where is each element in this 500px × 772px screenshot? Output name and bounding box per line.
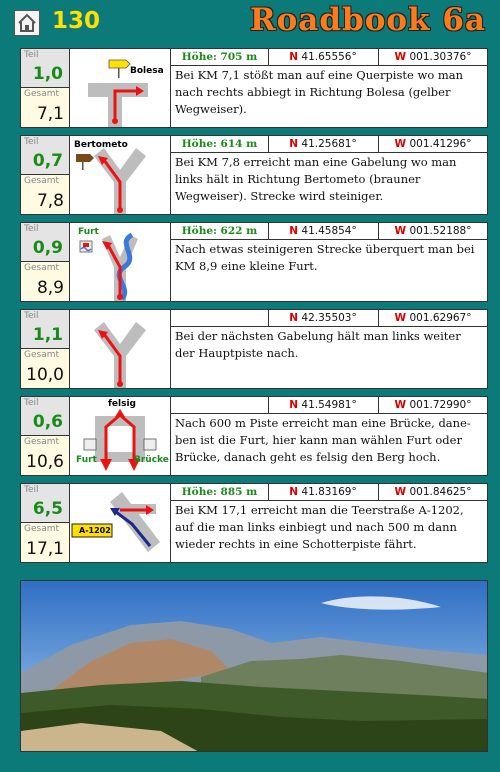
altitude (171, 310, 269, 326)
landscape-photo (20, 580, 488, 752)
teil-value: 0,6 (32, 412, 63, 432)
teil-label: Teil (24, 398, 39, 408)
gesamt-value: 7,1 (36, 104, 64, 124)
signpost-icon (76, 154, 94, 162)
header (0, 0, 500, 46)
tulip-diagram (70, 310, 170, 388)
altitude: Höhe: 622 m (171, 223, 269, 239)
roadbook-entry (20, 309, 488, 389)
distance-box (21, 310, 70, 388)
distance-box (21, 136, 70, 214)
page-number: 130 (52, 8, 101, 34)
north-coordinate: N 41.45854° (268, 223, 379, 239)
info-panel (170, 136, 488, 214)
water-warning-icon (84, 439, 96, 450)
place-label: Bolesa (130, 66, 164, 76)
west-coordinate: W 001.41296° (394, 138, 472, 150)
teil-label: Teil (24, 311, 39, 321)
gesamt-label: Gesamt (24, 437, 60, 447)
page-title: Roadbook 6a (249, 2, 486, 38)
west-coordinate: W 001.52188° (394, 225, 472, 237)
roadbook-entry (20, 396, 488, 476)
gesamt-value: 8,9 (36, 278, 64, 298)
paved-road-junction-icon (70, 484, 170, 562)
altitude: Höhe: 885 m (171, 484, 269, 500)
distance-box (21, 223, 70, 301)
place-label: Furt (78, 227, 99, 237)
gesamt-label: Gesamt (24, 350, 60, 360)
gesamt-box (21, 262, 69, 301)
teil-box (21, 49, 69, 88)
teil-label: Teil (24, 224, 39, 234)
distance-box (21, 484, 70, 562)
north-coordinate: N 41.54981° (268, 397, 379, 413)
teil-value: 0,7 (32, 151, 63, 171)
gesamt-value: 17,1 (26, 539, 64, 559)
altitude (171, 397, 269, 413)
roadbook-entry (20, 483, 488, 563)
coordinates-row (171, 223, 488, 240)
roadbook-entry (20, 135, 488, 215)
teil-box (21, 310, 69, 349)
gesamt-value: 7,8 (36, 191, 64, 211)
entry-description: Bei KM 7,1 stößt man auf eine Querpiste wo man nach rechts abbiegt in Richtung Bolesa (gelber Wegweiser). (175, 68, 464, 116)
info-panel (170, 397, 488, 475)
bridge-warning-icon (144, 439, 156, 450)
coordinates-row (171, 49, 488, 66)
coordinates-row (171, 484, 488, 501)
entry-description: Nach etwas steinigeren Strecke überquert man bei KM 8,9 eine kleine Furt. (175, 242, 475, 273)
gesamt-label: Gesamt (24, 89, 60, 99)
landscape-image (21, 581, 488, 752)
tulip-diagram (70, 397, 170, 475)
gesamt-label: Gesamt (24, 176, 60, 186)
info-panel (170, 484, 488, 562)
info-panel (170, 310, 488, 388)
road-label: A-1202 (79, 526, 111, 535)
gesamt-value: 10,6 (26, 452, 64, 472)
teil-value: 1,0 (32, 64, 63, 84)
info-panel (170, 49, 488, 127)
west-coordinate: W 001.72990° (394, 399, 472, 411)
gesamt-value: 10,0 (26, 365, 64, 385)
bridge-label: Brücke (134, 455, 169, 465)
west-coordinate: W 001.62967° (394, 312, 472, 324)
teil-label: Teil (24, 485, 39, 495)
distance-box (21, 49, 70, 127)
coordinates-row (171, 397, 488, 414)
gesamt-box (21, 88, 69, 127)
info-panel (170, 223, 488, 301)
gesamt-box (21, 175, 69, 214)
teil-label: Teil (24, 50, 39, 60)
teil-box (21, 484, 69, 523)
west-coordinate: W 001.30376° (394, 51, 472, 63)
roadbook-entry (20, 48, 488, 128)
gesamt-box (21, 436, 69, 475)
teil-value: 6,5 (32, 499, 63, 519)
gesamt-label: Gesamt (24, 263, 60, 273)
tulip-diagram (70, 136, 170, 214)
north-coordinate: N 41.65556° (268, 49, 379, 65)
fork-junction-icon (70, 310, 170, 388)
tulip-diagram (70, 223, 170, 301)
teil-box (21, 223, 69, 262)
gesamt-label: Gesamt (24, 524, 60, 534)
home-button[interactable] (14, 10, 40, 36)
entry-description: Bei KM 7,8 erreicht man eine Gabelung wo man links hält in Richtung Bertometo (brauner Wegweiser). Strecke wird steiniger. (175, 155, 457, 203)
north-coordinate: N 41.83169° (268, 484, 379, 500)
teil-label: Teil (24, 137, 39, 147)
coordinates-row (171, 136, 488, 153)
west-coordinate: W 001.84625° (394, 486, 472, 498)
place-label: felsig (108, 399, 136, 409)
place-label: Bertometo (74, 140, 128, 150)
teil-value: 0,9 (32, 238, 63, 258)
north-coordinate: N 42.35503° (268, 310, 379, 326)
entry-description: Bei KM 17,1 erreicht man die Teerstraße A-1202, auf die man links einbiegt und nach 500 m dann wieder rechts in eine Schotterpiste fährt. (175, 503, 464, 551)
road-junction-icon (70, 49, 170, 127)
coordinates-row (171, 310, 488, 327)
altitude: Höhe: 614 m (171, 136, 269, 152)
home-icon (15, 11, 39, 35)
teil-box (21, 397, 69, 436)
gesamt-box (21, 349, 69, 388)
ford-label: Furt (76, 455, 97, 465)
entry-description: Bei der nächsten Gabelung hält man links weiter der Hauptpiste nach. (175, 329, 461, 360)
gesamt-box (21, 523, 69, 562)
entry-description: Nach 600 m Piste erreicht man eine Brücke, dane-ben ist die Furt, hier kann man wählen Furt oder Brücke, danach geht es felsig den Berg hoch. (175, 416, 471, 464)
tulip-diagram (70, 484, 170, 562)
teil-value: 1,1 (32, 325, 63, 345)
tulip-diagram (70, 49, 170, 127)
teil-box (21, 136, 69, 175)
north-coordinate: N 41.25681° (268, 136, 379, 152)
roadbook-entry (20, 222, 488, 302)
altitude: Höhe: 705 m (171, 49, 269, 65)
distance-box (21, 397, 70, 475)
